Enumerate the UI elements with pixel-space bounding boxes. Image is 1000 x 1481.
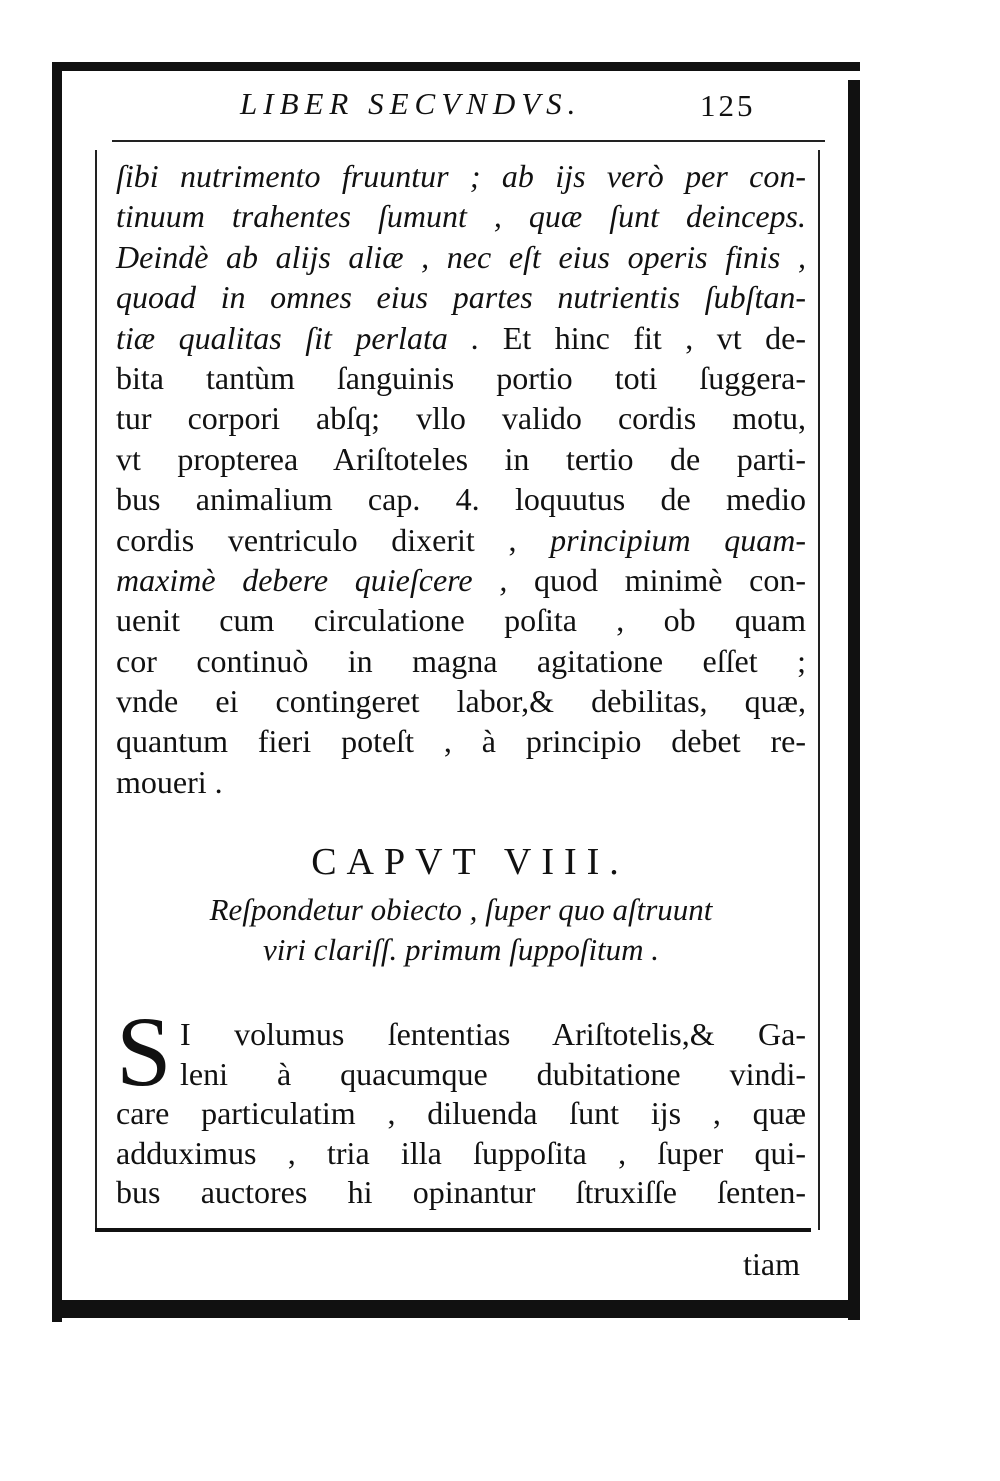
text-line: Deindè ab alijs aliæ , nec eſt eius operis finis , [116,238,806,275]
text-line: cor continuò in magna agitatione eſſet ; [116,642,806,679]
text-line: quantum fieri poteſt , à principio debet re- [116,723,806,760]
text-line: cordis ventriculo dixerit , principium quam- [116,521,807,558]
running-head: LIBER SECVNDVS. [240,86,582,121]
text-line: moueri . [116,763,223,800]
text-line: bus animalium cap. 4. loquutus de medio [116,481,806,518]
text-line: adduximus , tria illa ſuppoſita , ſuper qui- [116,1134,806,1171]
text-line: vt propterea Ariſtoteles in tertio de parti- [116,440,806,477]
text-line: quoad in omnes eius partes nutrientis ſubſtan- [116,279,806,316]
page-frame-bottom [52,1300,860,1318]
page-number: 125 [700,88,756,123]
text-rule-right [818,150,820,1230]
subtitle-line: Reſpondetur obiecto , ſuper quo aſtruunt [209,892,713,927]
text-line: bita tantùm ſanguinis portio toti ſuggera- [116,359,806,396]
text-line: maximè debere quieſcere , quod minimè con- [116,561,806,598]
body-text-bottom [116,1015,806,1213]
text-line: tinuum trahentes ſumunt , quæ ſunt deinceps. [116,198,806,235]
text-line: leni à quacumque dubitatione vindi- [180,1055,806,1092]
text-line: tiæ qualitas ſit perlata . Et hinc fit , vt de- [116,319,806,356]
page-frame-top [52,62,860,71]
footer-rule [95,1228,811,1232]
subtitle-line: viri clariſſ. primum ſuppoſitum . [262,932,660,967]
text-line: uenit cum circulatione poſita , ob quam [116,602,806,639]
header-rule [112,140,825,142]
text-rule-left [95,150,97,1230]
text-line: I volumus ſententias Ariſtotelis,& Ga- [180,1016,806,1052]
page-frame-right [848,80,860,1320]
page-frame-left [52,62,62,1322]
text-line: vnde ei contingeret labor,& debilitas, quæ, [116,683,806,720]
chapter-title: CAPVT VIII. [311,841,629,883]
catchword: tiam [743,1246,800,1282]
drop-cap: S [116,996,172,1107]
text-line: bus auctores hi opinantur ſtruxiſſe ſenten- [116,1174,806,1210]
body-text-top [116,156,806,802]
text-line: ſibi nutrimento fruuntur ; ab ijs verò per con- [116,158,806,194]
chapter-subtitle [116,890,806,970]
text-line: care particulatim , diluenda ſunt ijs , quæ [116,1095,806,1131]
text-line: tur corpori abſq; vllo valido cordis motu, [116,400,806,437]
